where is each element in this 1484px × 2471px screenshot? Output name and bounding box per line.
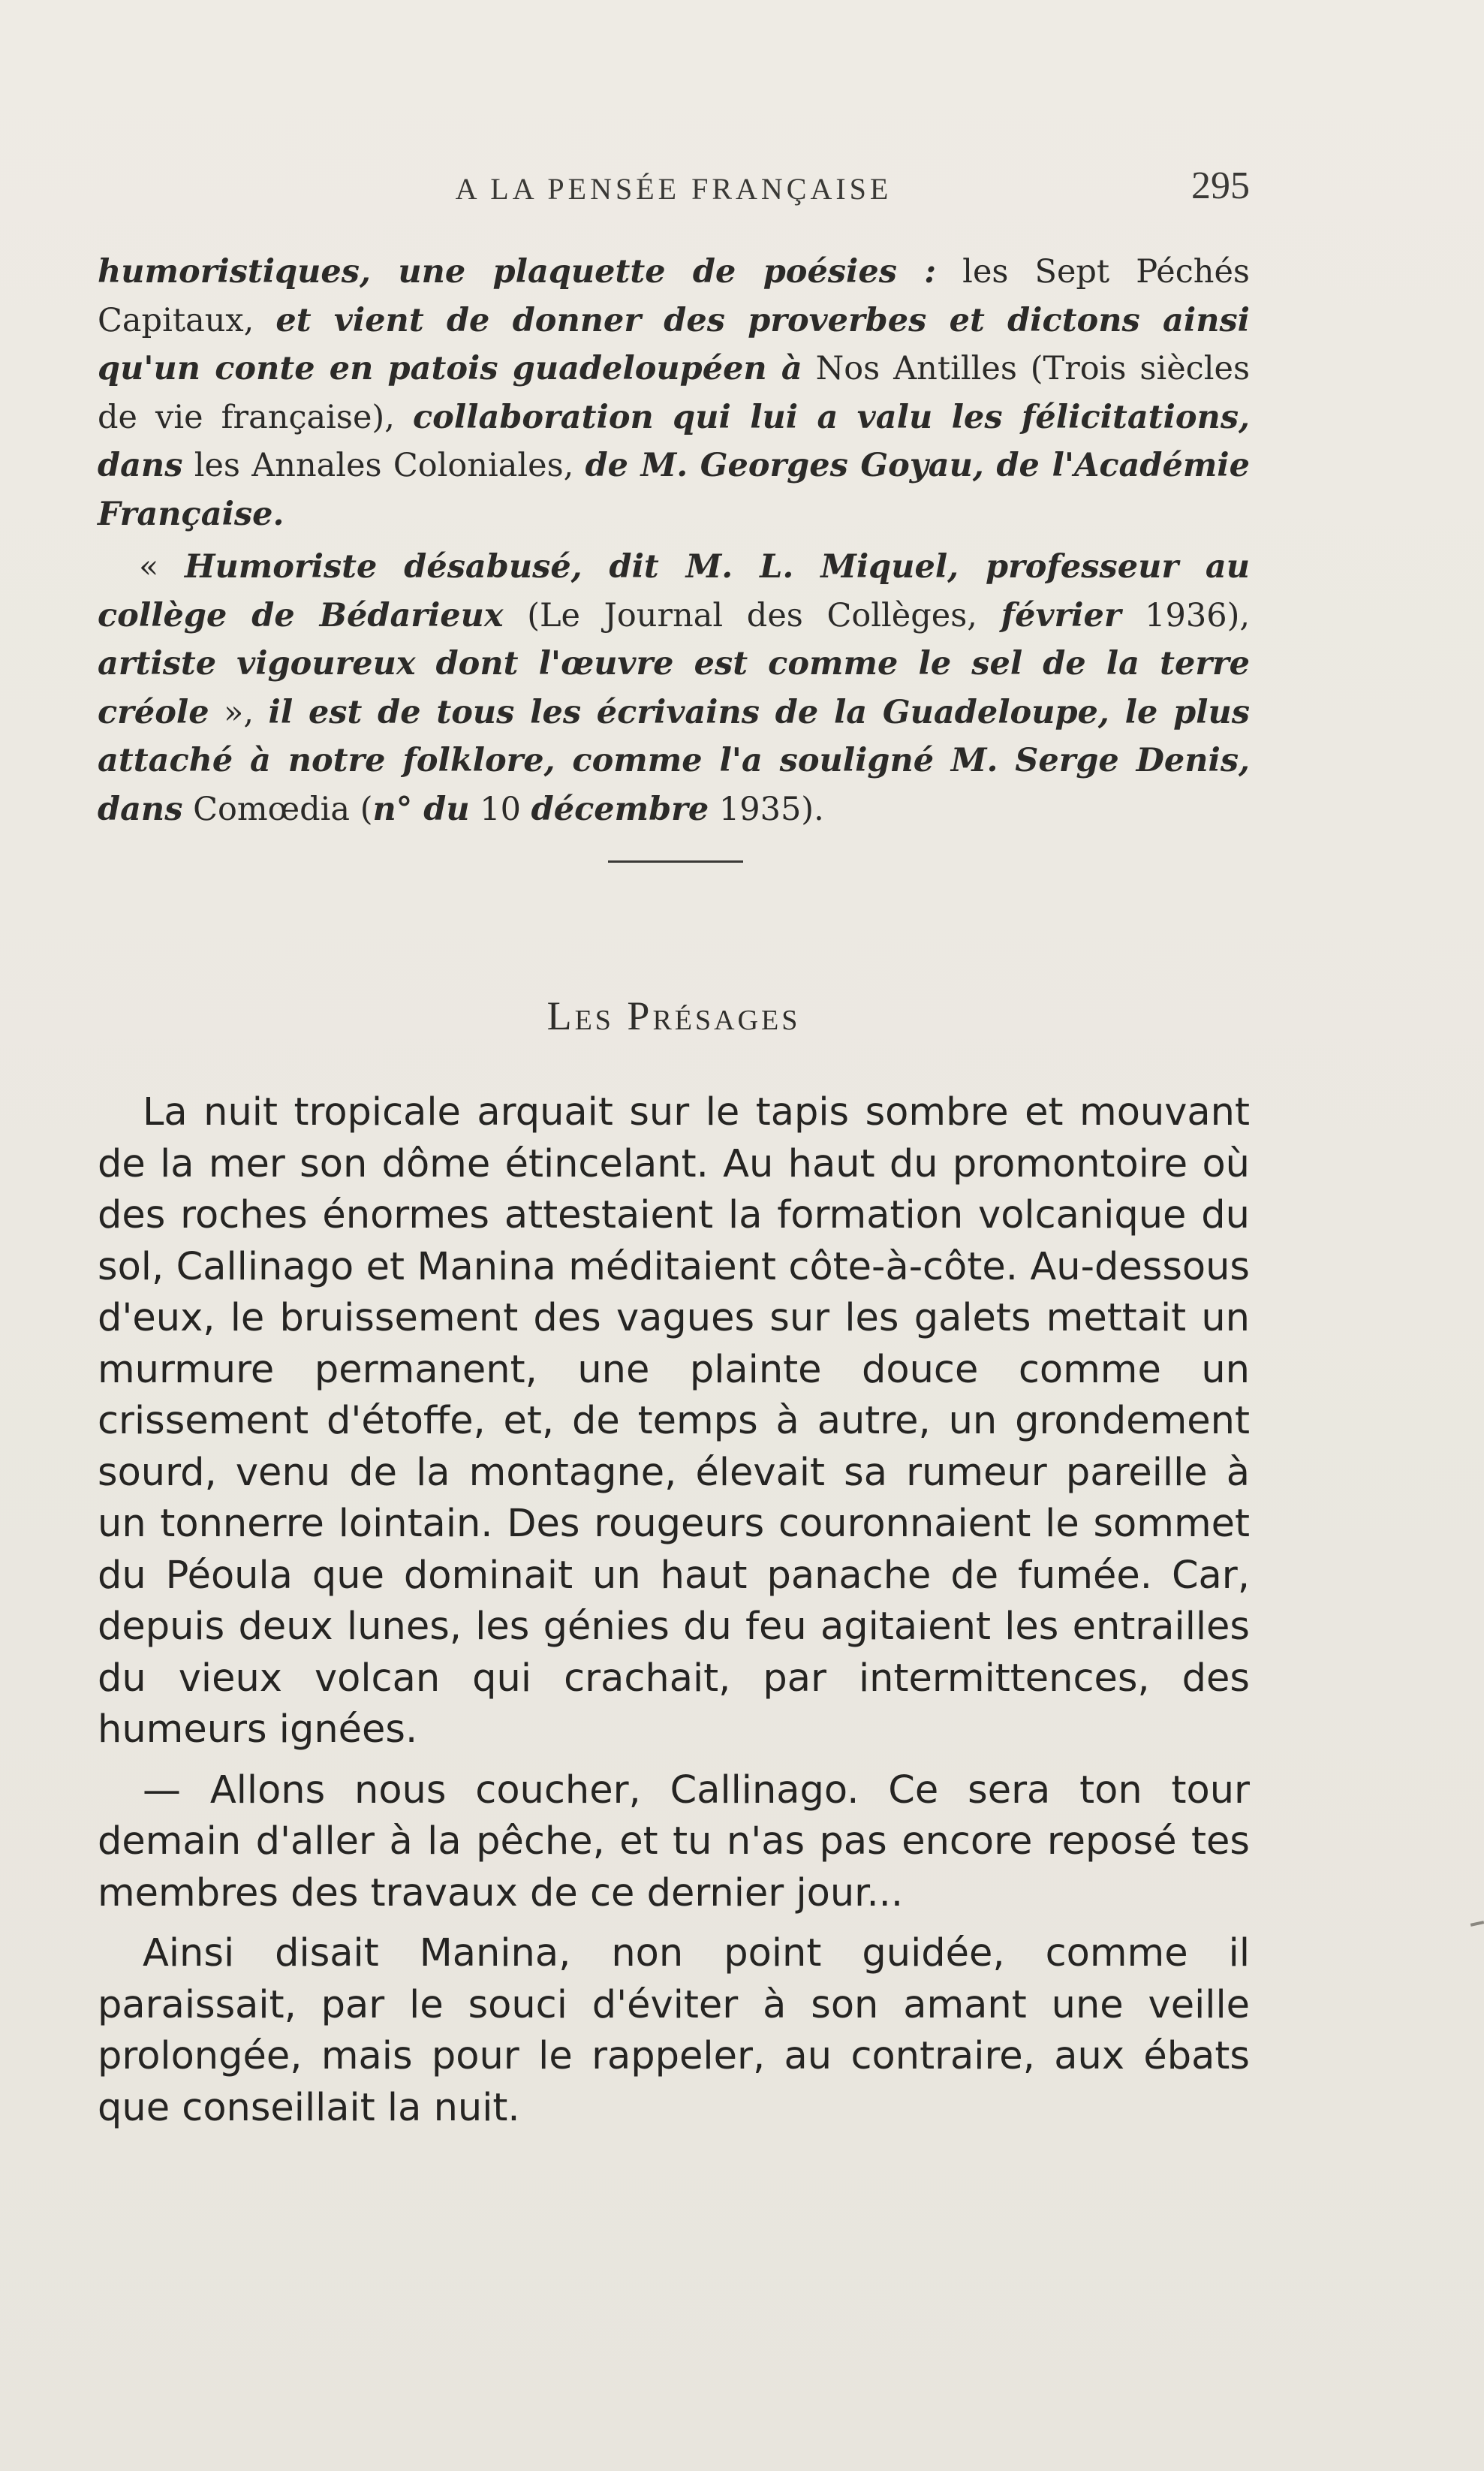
roman-run: les Sept Péchés Capitaux, (98, 253, 1250, 339)
body-paragraph-3: Ainsi disait Manina, non point guidée, comme il paraissait, par le souci d'éviter à son amant une veille prolongée, mais pour le rappeler, au contraire, aux ébats que conseillait la nuit. (98, 1931, 1250, 2130)
margin-mark (1470, 1921, 1484, 1927)
running-head (98, 164, 1250, 216)
note-paragraph-2 (98, 543, 1250, 833)
body-paragraph-2: — Allons nous coucher, Callinago. Ce sera ton tour demain d'aller à la pêche, et tu n'as pas encore reposé tes membres des travaux de ce dernier jour... (98, 1767, 1250, 1915)
italic-run: décembre (531, 790, 709, 828)
roman-run: », (209, 693, 269, 731)
notes-section (98, 248, 1250, 833)
roman-run: 10 (469, 790, 531, 828)
roman-run: (Le Journal des Collèges, (503, 596, 1001, 634)
italic-run: collaboration qui lui a valu les félicitations, dans (98, 398, 1251, 484)
italic-run: n° du (372, 790, 470, 828)
roman-run: Comœdia ( (182, 790, 373, 828)
body-paragraph-1: La nuit tropicale arquait sur le tapis sombre et mouvant de la mer son dôme étincelant. Au haut du promontoire où des roches énormes attestaient la formation volcanique du sol, Callinago et Manina méditaient côte-à-côte. Au-dessous d'eux, le bruissement des vagues sur les galets mettait un murmure permanent, une plainte douce comme un crissement d'étoffe, et, de temps à autre, un grondement sourd, venu de la montagne, élevait sa rumeur pareille à un tonnerre lointain. Des rougeurs couronnaient le sommet du Péoula que dominait un haut panache de fumée. Car, depuis deux lunes, les génies du feu agitaient les entrailles du vieux volcan qui crachait, par intermittences, des humeurs ignées. (98, 1090, 1250, 1752)
note-paragraph-1 (98, 248, 1250, 538)
italic-run: humoristiques, une plaquette de poésies : (98, 253, 937, 291)
roman-run: 1936), (1121, 596, 1251, 634)
italic-run: Humoriste désabusé, dit M. L. Miquel, professeur au collège de Bédarieux (98, 548, 1250, 634)
italic-run: il est de tous les écrivains de la Guadeloupe, le plus attaché à notre folklore, comme l'a souligné M. Serge Denis, dans (98, 693, 1250, 828)
roman-run: 1935). (709, 790, 824, 828)
italic-run: et vient de donner des proverbes et dictons ainsi qu'un conte en patois guadeloupéen à (98, 301, 1251, 387)
italic-run: de M. Georges Goyau, de l'Académie Française. (98, 447, 1251, 533)
running-title: A LA PENSÉE FRANÇAISE (455, 172, 893, 206)
section-divider (608, 860, 743, 863)
section-title: Les Présages (546, 993, 801, 1038)
roman-run: Nos Antilles (Trois siècles de vie française), (98, 350, 1251, 436)
body-text (98, 1087, 1250, 2143)
page-number: 295 (1191, 164, 1250, 207)
roman-run: les Annales Coloniales, (182, 447, 585, 484)
italic-run: artiste vigoureux dont l'œuvre est comme le sel de la terre créole (98, 645, 1250, 731)
italic-run: février (1001, 596, 1121, 634)
roman-run: « (139, 548, 185, 586)
